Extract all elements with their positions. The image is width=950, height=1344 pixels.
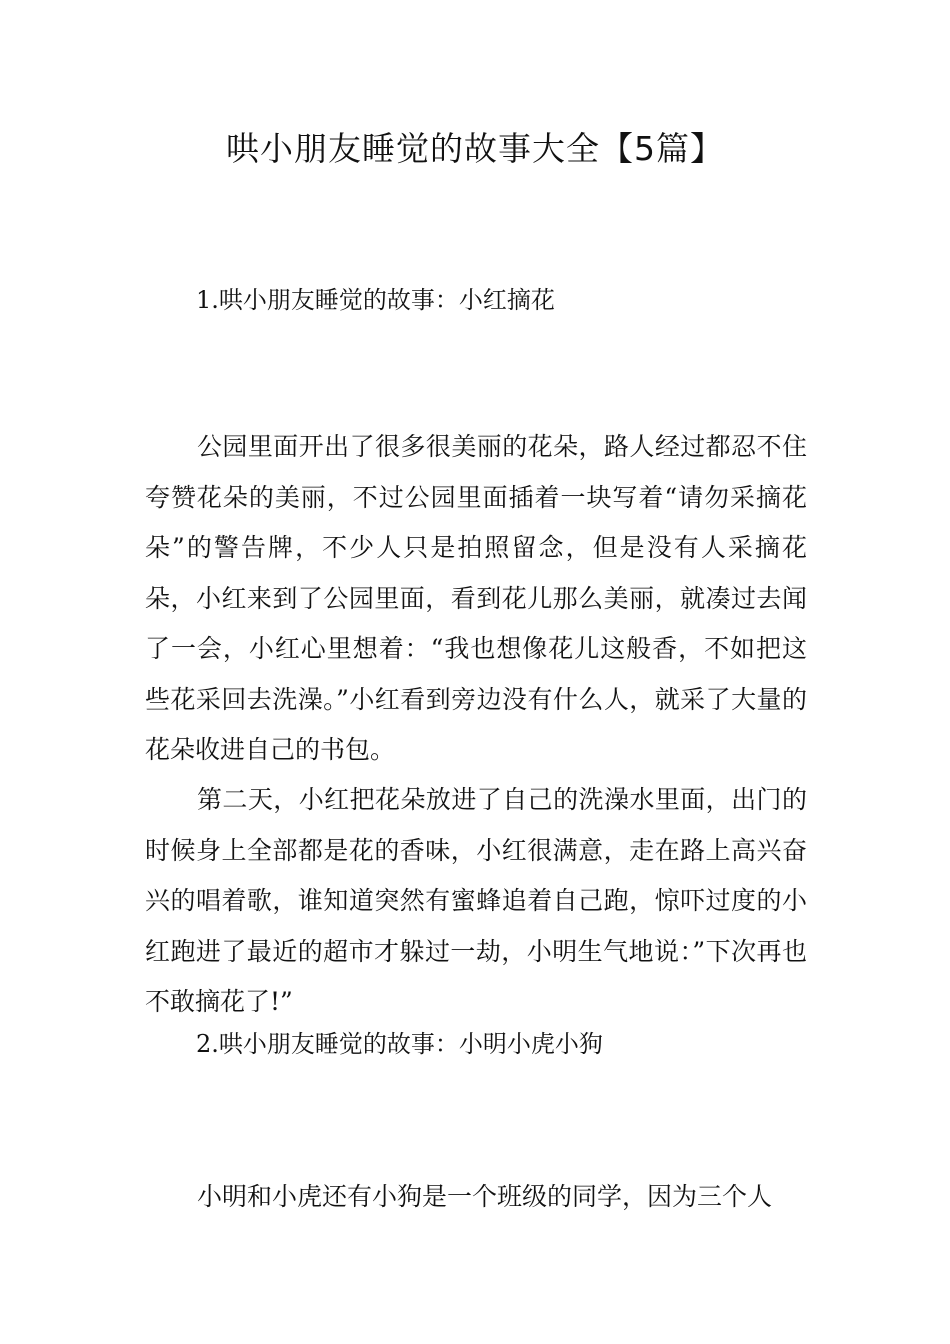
section-heading-1: 1.哄小朋友睡觉的故事：小红摘花 — [196, 286, 555, 314]
section-1-paragraph-1: 公园里面开出了很多很美丽的花朵，路人经过都忍不住夸赞花朵的美丽，不过公园里面插着一块写着“请勿采摘花朵”的警告牌，不少人只是拍照留念，但是没有人采摘花朵，小红来到了公园里面，看到花儿那么美丽，就凑过去闻了一会，小红心里想着：“我也想像花儿这般香，不如把这些花采回去洗澡。”小红看到旁边没有什么人，就采了大量的花朵收进自己的书包。 — [145, 432, 807, 764]
section-1-paragraph-2: 第二天，小红把花朵放进了自己的洗澡水里面，出门的时候身上全部都是花的香味，小红很满意，走在路上高兴奋兴的唱着歌，谁知道突然有蜜蜂追着自己跑，惊吓过度的小红跑进了最近的超市才躲过一劫，小明生气地说：”下次再也不敢摘花了!” — [145, 785, 807, 1016]
section-2-paragraph-1: 小明和小虎还有小狗是一个班级的同学，因为三个人 — [197, 1182, 773, 1211]
section-heading-2: 2.哄小朋友睡觉的故事：小明小虎小狗 — [196, 1030, 603, 1058]
document-title: 哄小朋友睡觉的故事大全【5篇】 — [226, 129, 724, 168]
